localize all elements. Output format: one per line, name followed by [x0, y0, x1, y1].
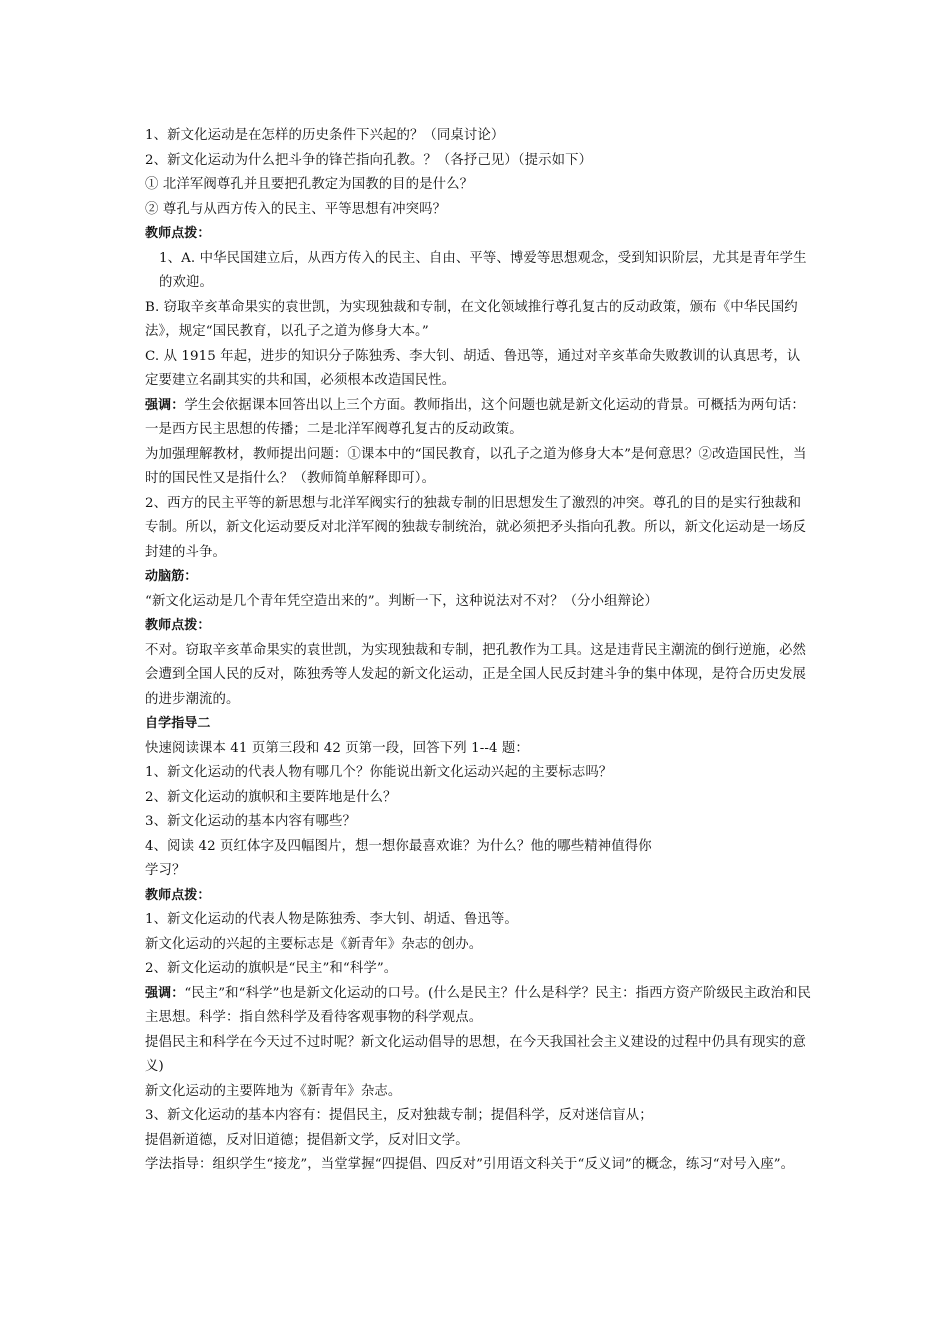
- emphasis-text: 学生会依据课本回答出以上三个方面。教师指出，这个问题也就是新文化运动的背景。可概括为两句话：一是西方民主思想的传播；二是北洋军阀尊孔复古的反动政策。: [145, 397, 805, 437]
- paragraph: C. 从 1915 年起，进步的知识分子陈独秀、李大钊、胡适、鲁迅等，通过对辛亥革命失败教训的认真思考，认定要建立名副其实的共和国，必须根本改造国民性。: [145, 348, 801, 388]
- text-line: 提倡新道德，反对旧道德；提倡新文学，反对旧文学。: [145, 1132, 469, 1148]
- section-heading: 教师点拨：: [145, 618, 211, 633]
- document-body: [145, 124, 813, 1178]
- text-line: 1、新文化运动的代表人物有哪几个？你能说出新文化运动兴起的主要标志吗？: [145, 765, 613, 780]
- text-line: 1、新文化运动的代表人物是陈独秀、李大钊、胡适、鲁迅等。: [145, 912, 518, 927]
- emphasis-paragraph: [145, 982, 813, 1031]
- emphasis-paragraph: [145, 394, 813, 443]
- paragraph: 1、A. 中华民国建立后，从西方传入的民主、自由、平等、博爱等思想观念，受到知识阶层，尤其是青年学生的欢迎。: [159, 250, 807, 290]
- paragraph: 提倡民主和科学在今天过不过时呢？新文化运动倡导的思想，在今天我国社会主义建设的过程中仍具有现实的意义): [145, 1034, 807, 1074]
- question-line: ② 尊孔与从西方传入的民主、平等思想有冲突吗？: [145, 201, 447, 217]
- text-line: 4、阅读 42 页红体字及四幅图片，想一想你最喜欢谁？为什么？他的哪些精神值得你: [145, 838, 652, 854]
- text-line: 3、新文化运动的基本内容有：提倡民主，反对独裁专制；提倡科学，反对迷信盲从；: [145, 1108, 653, 1123]
- text-line: 2、新文化运动的旗帜是“民主”和“科学”。: [145, 961, 398, 976]
- text-line: 快速阅读课本 41 页第三段和 42 页第一段，回答下列 1--4 题：: [145, 740, 529, 756]
- section-heading: 自学指导二: [145, 716, 211, 731]
- section-heading: 教师点拨：: [145, 226, 211, 241]
- section-heading: 教师点拨：: [145, 887, 211, 903]
- question-line: ① 北洋军阀尊孔并且要把孔教定为国教的目的是什么？: [145, 177, 474, 192]
- section-heading: 动脑筋：: [145, 569, 198, 584]
- text-line: 新文化运动的兴起的主要标志是《新青年》杂志的创办。: [145, 936, 483, 952]
- text-line: 学习？: [145, 863, 186, 878]
- emphasis-label: 强调：: [145, 985, 185, 1001]
- paragraph: 2、西方的民主平等的新思想与北洋军阀实行的独裁专制的旧思想发生了激烈的冲突。尊孔的目的是实行独裁和专制。所以，新文化运动要反对北洋军阀的独裁专制统治，就必须把矛头指向孔教。所以，新文化运动是一场反封建的斗争。: [145, 495, 807, 560]
- question-line: 2、新文化运动为什么把斗争的锋芒指向孔教。？（各抒己见）（提示如下）: [145, 152, 593, 168]
- paragraph: B. 窃取辛亥革命果实的袁世凯，为实现独裁和专制，在文化领域推行尊孔复古的反动政策，颁布《中华民国约法》，规定“国民教育，以孔子之道为修身大本。”: [145, 299, 798, 339]
- text-line: 3、新文化运动的基本内容有哪些？: [145, 814, 356, 829]
- paragraph: 学法指导：组织学生“接龙”，当堂掌握“四提倡、四反对”引用语文科关于“反义词”的概念，练习“对号入座”。: [145, 1157, 795, 1172]
- text-line: 2、新文化运动的旗帜和主要阵地是什么？: [145, 789, 397, 805]
- text-line: 新文化运动的主要阵地为《新青年》杂志。: [145, 1083, 402, 1099]
- paragraph: 不对。窃取辛亥革命果实的袁世凯，为实现独裁和专制，把孔教作为工具。这是违背民主潮流的倒行逆施，必然会遭到全国人民的反对，陈独秀等人发起的新文化运动，正是全国人民反封建斗争的集中体现，是符合历史发展的进步潮流的。: [145, 642, 807, 707]
- paragraph: 为加强理解教材，教师提出问题：①课本中的“国民教育，以孔子之道为修身大本”是何意思？②改造国民性，当时的国民性又是指什么？（教师简单解释即可）。: [145, 446, 807, 486]
- emphasis-text: “民主”和“科学”也是新文化运动的口号。(什么是民主？什么是科学？民主：指西方资产阶级民主政治和民主思想。科学：指自然科学及看待客观事物的科学观点。: [145, 985, 812, 1025]
- question-line: 1、新文化运动是在怎样的历史条件下兴起的？（同桌讨论）: [145, 128, 505, 143]
- question-line: “新文化运动是几个青年凭空造出来的”。判断一下，这种说法对不对？（分小组辩论）: [145, 593, 659, 609]
- emphasis-label: 强调：: [145, 397, 185, 413]
